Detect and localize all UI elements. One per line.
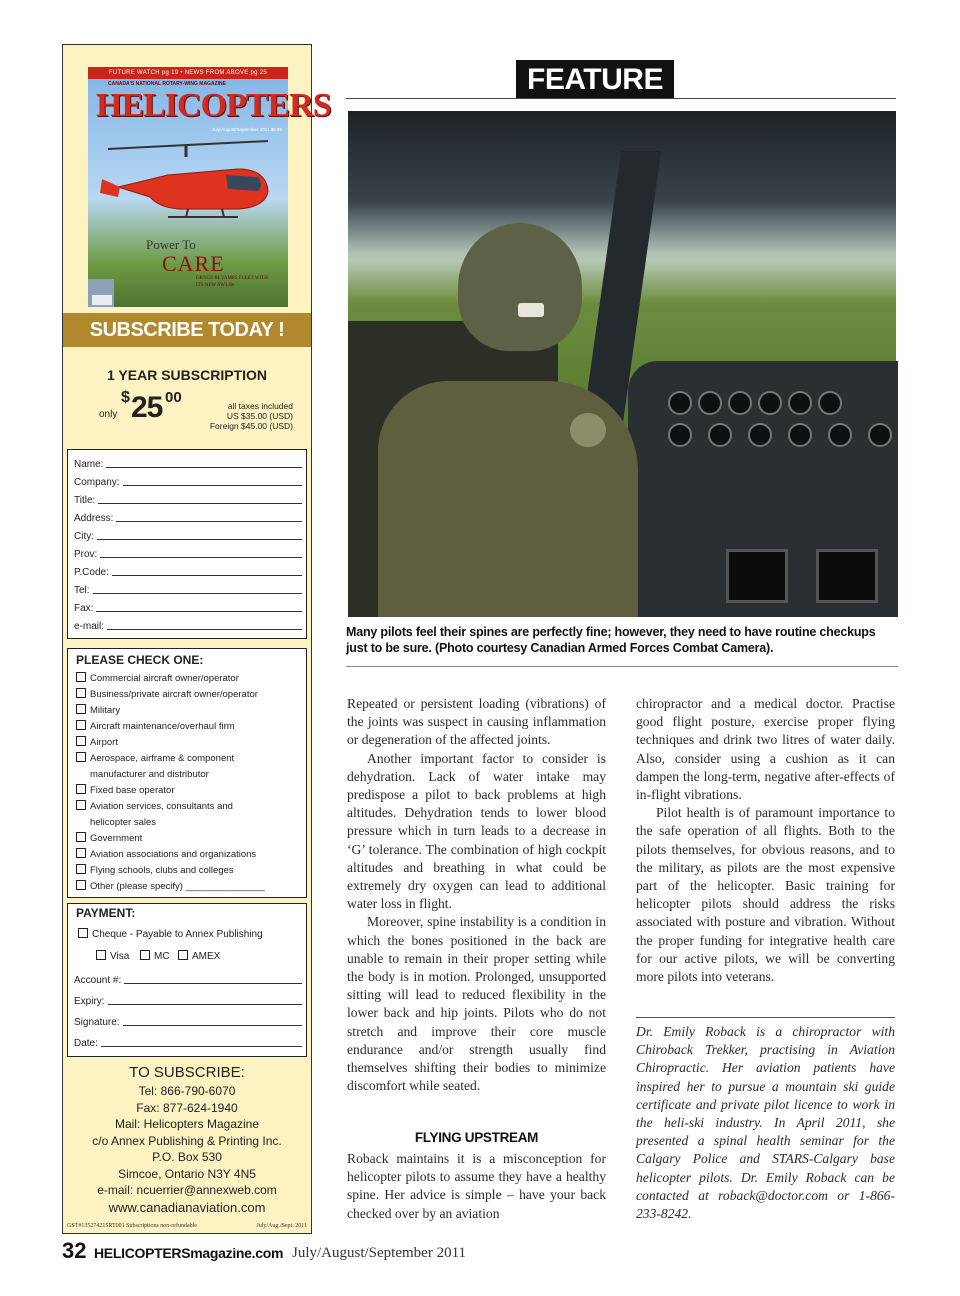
check-option[interactable]: Aviation associations and organizations bbox=[76, 847, 304, 863]
field-line[interactable] bbox=[93, 583, 302, 594]
contact-line: Fax: 877-624-1940 bbox=[136, 1100, 238, 1115]
checkbox[interactable] bbox=[76, 720, 86, 730]
article-paragraph: Moreover, spine instability is a condition in which the bones positioned in the back are unable to remain in their proper setting while the body is in motion. Prolonged, unsupported sitting will lead to reduced flexibility in the lower back and hip joints. Pilots who do not stretch and improve their core muscle endurance and/or strength usually find themselves shifting their bodies to minimize discomfort while seated. bbox=[347, 914, 606, 1094]
checkbox[interactable] bbox=[76, 848, 86, 858]
field-line[interactable] bbox=[123, 1015, 302, 1026]
name-field[interactable]: Name: bbox=[74, 452, 302, 470]
check-option[interactable]: Commercial aircraft owner/operator bbox=[76, 671, 304, 687]
shoulder-patch bbox=[570, 413, 606, 447]
contact-line: P.O. Box 530 bbox=[152, 1150, 222, 1164]
photo-caption: Many pilots feel their spines are perfectly fine; however, they need to have routine checkups just to be sure. (Photo courtesy Canadian Armed Forces Combat Camera). bbox=[346, 625, 876, 655]
footer-website[interactable]: HELICOPTERSmagazine.com bbox=[94, 1245, 284, 1261]
tel-field[interactable]: Tel: bbox=[74, 578, 302, 596]
subscription-sidebar bbox=[62, 44, 331, 1234]
contact-line: Simcoe, Ontario N3Y 4N5 bbox=[118, 1166, 256, 1181]
field-line[interactable] bbox=[101, 1036, 302, 1047]
gauge bbox=[788, 423, 812, 447]
contact-line: Tel: 866-790-6070 bbox=[138, 1084, 236, 1098]
article-paragraph: chiropractor and a medical doctor. Practise good flight posture, exercise proper flying techniques and drink two litres of water daily. Also, consider using a cushion as it can dampen the long-term, negative after-effects of in-flight vibrations. bbox=[636, 696, 895, 803]
footer-issue-date: July/August/September 2011 bbox=[292, 1245, 467, 1261]
price-dollars: 25 bbox=[131, 391, 163, 424]
caption-rule bbox=[346, 666, 898, 667]
pilot-helmet bbox=[458, 223, 582, 351]
check-option[interactable]: Aerospace, airframe & component manufacturer and distributor bbox=[76, 751, 304, 783]
subscribe-today-banner[interactable]: SUBSCRIBE TODAY ! bbox=[63, 313, 311, 347]
check-option[interactable]: Airport bbox=[76, 735, 304, 751]
to-subscribe-heading: TO SUBSCRIBE: bbox=[129, 1064, 245, 1081]
check-option[interactable]: Flying schools, clubs and colleges bbox=[76, 863, 304, 879]
checkbox[interactable] bbox=[76, 688, 86, 698]
gauge bbox=[748, 423, 772, 447]
magazine-cover-image bbox=[88, 67, 331, 307]
cockpit-photo bbox=[348, 111, 896, 617]
price-note: Foreign $45.00 (USD) bbox=[209, 421, 293, 431]
gauge bbox=[818, 391, 842, 415]
company-field[interactable]: Company: bbox=[74, 470, 302, 488]
field-line[interactable] bbox=[98, 493, 302, 504]
article-column-2 bbox=[636, 695, 895, 986]
gauge bbox=[698, 391, 722, 415]
subscriber-form bbox=[67, 449, 307, 639]
gst-note: GST#135274215RT001 Subscriptions non-refundable bbox=[67, 1223, 197, 1229]
author-bio: Dr. Emily Roback is a chiropractor with Chiroback Trekker, practising in Aviation Chiropractic. Her aviation patients have inspired her to pursue a mountain ski guide certificate and private pilot licence to work in the heli-ski industry. In April 2011, she presented a spinal health seminar for the Calgary Police and STARS-Calgary base helicopter pilots. Dr. Emily Roback can be contacted at roback@doctor.com or 1-866-233-8242. bbox=[636, 1024, 895, 1222]
subhead: FLYING UPSTREAM bbox=[414, 1130, 539, 1145]
contact-email[interactable]: e-mail: ncuerrier@annexweb.com bbox=[97, 1183, 277, 1197]
checkbox[interactable] bbox=[76, 752, 86, 762]
cover-tagline: CANADA'S NATIONAL ROTARY-WING MAGAZINE bbox=[108, 81, 226, 87]
province-field[interactable]: Prov: bbox=[74, 542, 302, 560]
checkbox[interactable] bbox=[76, 880, 86, 890]
checkbox[interactable] bbox=[178, 950, 188, 960]
city-field[interactable]: City: bbox=[74, 524, 302, 542]
article-column-1 bbox=[347, 695, 606, 1095]
occupation-checklist bbox=[67, 648, 307, 898]
price-cents: 00 bbox=[165, 389, 182, 406]
field-line[interactable] bbox=[106, 457, 302, 468]
checkbox[interactable] bbox=[78, 928, 88, 938]
field-line[interactable] bbox=[123, 475, 302, 486]
cockpit-display bbox=[726, 549, 788, 603]
gauge bbox=[708, 423, 732, 447]
check-option[interactable]: Aviation services, consultants and helicopter sales bbox=[76, 799, 304, 831]
gauge bbox=[828, 423, 852, 447]
payment-section bbox=[67, 903, 307, 1057]
check-option[interactable]: Other (please specify) _______________ bbox=[76, 879, 304, 895]
checkbox[interactable] bbox=[76, 704, 86, 714]
mastercard-option[interactable]: MC bbox=[140, 950, 170, 962]
visa-option[interactable]: Visa bbox=[96, 950, 129, 962]
field-line[interactable] bbox=[96, 601, 302, 612]
page-number: 32 bbox=[62, 1238, 87, 1263]
price-notes bbox=[203, 401, 293, 431]
checkbox[interactable] bbox=[140, 950, 150, 960]
cover-headline-big: CARE bbox=[162, 251, 225, 276]
checkbox[interactable] bbox=[76, 800, 86, 810]
field-line[interactable] bbox=[107, 619, 302, 630]
field-line[interactable] bbox=[116, 511, 302, 522]
checklist-heading: PLEASE CHECK ONE: bbox=[76, 653, 204, 667]
check-option[interactable]: Business/private aircraft owner/operator bbox=[76, 687, 304, 703]
cover-issue: July/August/September 2011 $6.95 bbox=[212, 127, 282, 132]
field-line[interactable] bbox=[97, 529, 302, 540]
account-field[interactable]: Account #: bbox=[74, 968, 302, 986]
gauge bbox=[728, 391, 752, 415]
cover-top-strip: FUTURE WATCH pg 19 • NEWS FROM ABOVE pg 25 bbox=[88, 67, 288, 79]
bio-rule bbox=[636, 1017, 895, 1018]
cover-headline-small: Power To bbox=[146, 237, 196, 252]
check-option[interactable]: Fixed base operator bbox=[76, 783, 304, 799]
title-field[interactable]: Title: bbox=[74, 488, 302, 506]
email-field[interactable]: e-mail: bbox=[74, 614, 302, 632]
address-field[interactable]: Address: bbox=[74, 506, 302, 524]
cover-headline-sub: ORNGE REVAMPS FLEET WITH ITS NEW AW139s bbox=[196, 276, 268, 288]
checkbox[interactable] bbox=[76, 672, 86, 682]
price-currency: $ bbox=[121, 389, 130, 406]
field-line[interactable] bbox=[124, 973, 302, 984]
section-label: FEATURE bbox=[516, 60, 674, 98]
gauge bbox=[758, 391, 782, 415]
article-paragraph: Another important factor to consider is dehydration. Lack of water intake may predispose a pilot to back problems at high altitudes. Dehydration tends to lower blood pressure which in turn leads to a decrease in ‘G’ tolerance. The combination of high cockpit altitudes and breathing in what could be extremely dry oxygen can lead to additional water loss in flight. bbox=[347, 750, 606, 912]
signature-field[interactable]: Signature: bbox=[74, 1010, 302, 1028]
amex-option[interactable]: AMEX bbox=[178, 950, 220, 962]
cheque-option[interactable]: Cheque - Payable to Annex Publishing bbox=[78, 928, 263, 940]
header-rule bbox=[346, 98, 896, 99]
date-field[interactable]: Date: bbox=[74, 1031, 302, 1049]
payment-heading: PAYMENT: bbox=[76, 906, 136, 920]
subscription-title: 1 YEAR SUBSCRIPTION bbox=[107, 367, 267, 383]
issue-note: July/Aug./Sept. 2011 bbox=[256, 1223, 307, 1229]
price-only-label: only bbox=[99, 409, 118, 420]
checkbox[interactable] bbox=[76, 864, 86, 874]
cover-masthead: HELICOPTERS bbox=[96, 87, 331, 124]
gauge bbox=[668, 391, 692, 415]
article-paragraph: Repeated or persistent loading (vibrations) of the joints was suspect in causing inflammation or degeneration of the affected joints. bbox=[347, 696, 606, 748]
expiry-field[interactable]: Expiry: bbox=[74, 989, 302, 1007]
price-note: US $35.00 (USD) bbox=[226, 411, 293, 421]
contact-line: c/o Annex Publishing & Printing Inc. bbox=[92, 1133, 282, 1148]
checkbox[interactable] bbox=[96, 950, 106, 960]
helmet-label bbox=[518, 303, 544, 317]
cockpit-display bbox=[816, 549, 878, 603]
postal-code-field[interactable]: P.Code: bbox=[74, 560, 302, 578]
gauge bbox=[668, 423, 692, 447]
cover-helicopter-illustration bbox=[98, 135, 278, 235]
gauge bbox=[788, 391, 812, 415]
sidebar-footnote bbox=[67, 1223, 307, 1229]
checkbox[interactable] bbox=[76, 784, 86, 794]
field-line[interactable] bbox=[112, 565, 302, 576]
checkbox[interactable] bbox=[76, 736, 86, 746]
checkbox[interactable] bbox=[76, 832, 86, 842]
field-line[interactable] bbox=[108, 994, 302, 1005]
contact-line: Mail: Helicopters Magazine bbox=[114, 1117, 260, 1131]
cover-barcode bbox=[92, 295, 112, 305]
check-option[interactable]: Government bbox=[76, 831, 304, 847]
fax-field[interactable]: Fax: bbox=[74, 596, 302, 614]
check-option[interactable]: Aircraft maintenance/overhaul firm bbox=[76, 719, 304, 735]
gauge bbox=[868, 423, 892, 447]
article-paragraph: Pilot health is of paramount importance to the safe operation of all flights. Both to the pilots themselves, for obvious reasons, and to the military, as pilots are the most expensive part of the helicopter. Basic training for helicopter pilots should address the risks associated with posture and vibration. Without the proper funding for integrative health care for our active pilots, we will be converting more pilots into veterans. bbox=[636, 805, 895, 985]
price-note: all taxes included bbox=[227, 401, 293, 411]
subscribe-contact-info bbox=[63, 1063, 311, 1217]
article-paragraph: Roback maintains it is a misconception for helicopter pilots to assume they have a healthy spine. Her advice is simple – have your back checked over by an aviation bbox=[347, 1151, 606, 1221]
field-line[interactable] bbox=[100, 547, 302, 558]
check-option[interactable]: Military bbox=[76, 703, 304, 719]
article-column-1-continued bbox=[347, 1150, 606, 1223]
website-link[interactable]: www.canadianaviation.com bbox=[108, 1199, 266, 1215]
